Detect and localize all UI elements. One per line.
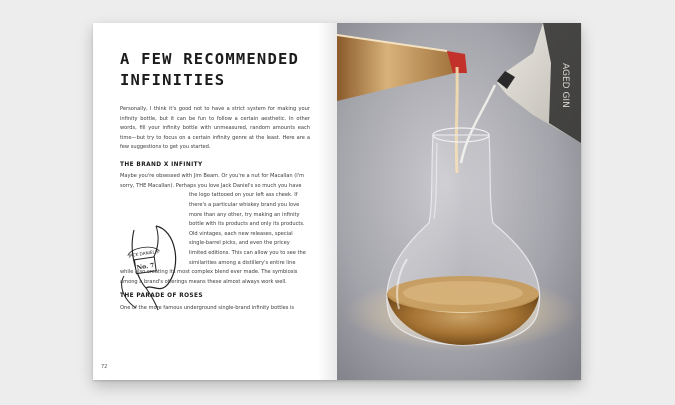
text-line: among a brand's offerings means these almost always work well. — [120, 278, 287, 285]
text-line: limited editions. This can allow you to see the — [189, 249, 306, 256]
text-line: bottle with its products and only its products. — [189, 221, 305, 228]
open-book-spread — [93, 23, 581, 380]
text-line: Maybe you're obsessed with Jim Beam. Or you're a nut for Macallan (I'm — [120, 173, 305, 179]
text-line: the logo tattooed on your left ass cheek. If — [189, 192, 298, 199]
page-headline — [120, 49, 320, 91]
text-line: Old vintages, each new releases, special — [189, 230, 293, 237]
right-page-photo — [337, 23, 581, 380]
section-heading-parade-of-roses: THE PARADE OF ROSES — [120, 293, 203, 299]
text-line: more than any other, try making an infinity — [189, 211, 300, 218]
text-line: while also creating its most complex blend ever made. The symbiosis — [120, 269, 298, 276]
text-line: similarities among a distillery's entire line — [189, 259, 296, 266]
tattoo-number-text: No. 7 — [136, 262, 155, 272]
bottle-label-text: AGED GIN — [560, 63, 570, 108]
headline-line-1: A FEW RECOMMENDED — [120, 50, 300, 68]
section2-first-line: One of the more famous underground single-brand infinity bottles is — [120, 305, 295, 311]
left-page — [93, 23, 337, 380]
section1-wrapped-lines — [189, 191, 310, 268]
text-line: there's a particular whiskey brand you love — [189, 201, 300, 208]
tattoo-brand-text: JACK DANIEL'S — [128, 248, 159, 259]
text-line: sorry, THE Macallan). Perhaps you love Jack Daniel's so much you have — [120, 182, 302, 189]
headline-line-2: INFINITIES — [120, 71, 226, 89]
section-heading-brand-x: THE BRAND X INFINITY — [120, 162, 203, 168]
whiskey-pour-photo — [337, 23, 581, 380]
intro-paragraph: Personally, I think it's good not to have a strict system for making your infinity bottle, but it can be fun to follow a certain aesthetic. In other words, fill your infinity bottle with unmeasured, random amounts each time—but try to focus on a certain infinity genre at the least. Here are a few suggestions to get you started. — [120, 106, 310, 151]
text-line: single-barrel picks, and even the pricey — [189, 240, 290, 247]
page-number: 72 — [101, 364, 108, 370]
section1-tail-lines — [120, 268, 310, 287]
section1-full-lines — [120, 172, 310, 191]
